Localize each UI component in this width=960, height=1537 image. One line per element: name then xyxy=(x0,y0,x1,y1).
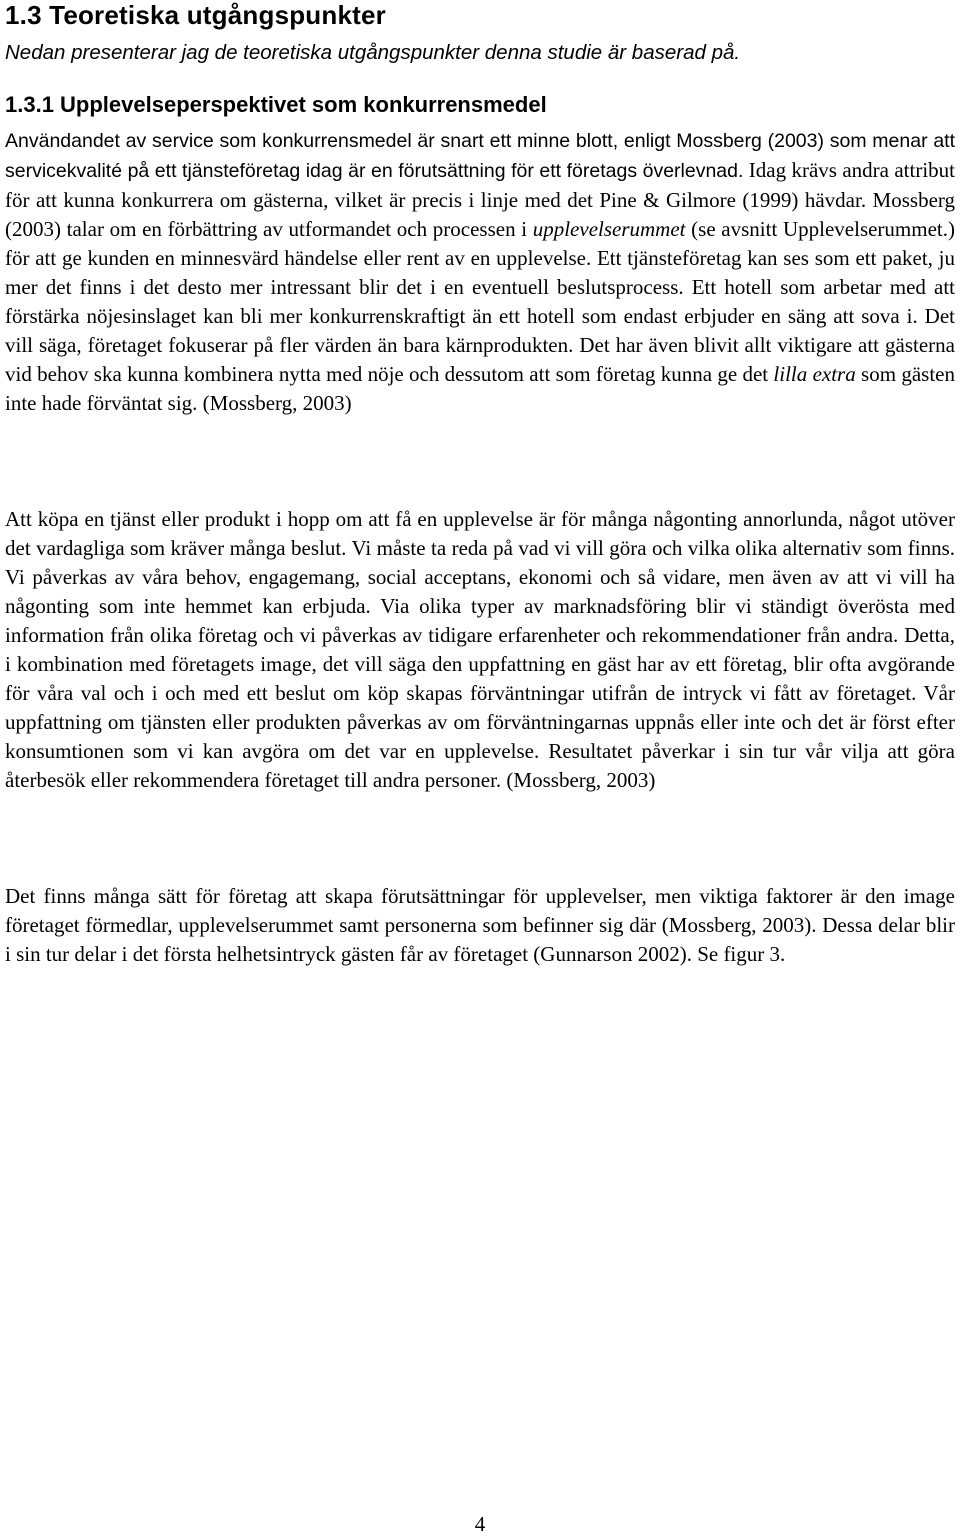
section-intro: Nedan presenterar jag de teoretiska utgångspunkter denna studie är baserad på. xyxy=(5,41,741,64)
paragraph-1-sentence-4-end: som gästen inte hade förväntat sig. (Mossberg, 2003) xyxy=(5,362,955,415)
paragraph-2: Att köpa en tjänst eller produkt i hopp om att få en upplevelse är för många någonting annorlunda, något utöver det vardagliga som kräver många beslut. Vi måste ta reda på vad vi vill göra och vilka olika alternativ som finns. Vi påverkas av våra behov, engagemang, social acceptans, ekonomi och så vidare, men även av att vi vill ha någonting som inte hemmet kan erbjuda. Via olika typer av marknadsföring blir vi ständigt överösta med information från olika företag och vi påverkas av tidigare erfarenheter och rekommendationer från andra. Detta, i kombination med företagets image, det vill säga den uppfattning en gäst har av ett företag, blir ofta avgörande för våra val och i och med ett beslut om köp skapas förväntningar utifrån de intryck vi fått av företaget. Vår uppfattning om tjänsten eller produkten påverkas av om förväntningarnas uppnås eller inte och det är först efter konsumtionen som vi kan avgöra om det var en upplevelse. Resultatet påverkar i sin tur vår vilja att göra återbesök eller rekommendera företaget till andra personer. (Mossberg, 2003) xyxy=(5,507,955,792)
paragraph-1-emphasis-upplevelserummet: upplevelserummet xyxy=(532,217,686,241)
paragraph-1-sentence-3: Mossberg (2003) talar om en förbättring av utformandet och processen i xyxy=(5,188,956,241)
page-number: 4 xyxy=(474,1512,486,1536)
paragraph-1-emphasis-lilla-extra: lilla extra xyxy=(773,362,856,386)
paragraph-1-sentence-3-end: (se avsnitt Upplevelserummet.) för att ge kunden en minnesvärd händelse eller rent av en upplevelse. xyxy=(5,217,955,270)
paragraph-1-lead: Användandet av service som konkurrensmedel är snart ett minne blott, enligt Mossberg (2003) som menar att servicekvalité på ett tjänsteföretag idag är en förutsättning för ett företags överlevnad. xyxy=(5,130,955,182)
paragraph-3: Det finns många sätt för företag att skapa förutsättningar för upplevelser, men viktiga faktorer är den image företaget förmedlar, upplevelserummet samt personerna som befinner sig där (Mossberg, 2003). Dessa delar blir i sin tur delar i det första helhetsintryck gästen får av företaget (Gunnarson 2002). Se figur 3. xyxy=(5,884,955,966)
paragraph-1-sentence-4: Ett tjänsteföretag kan ses som ett paket, ju mer det finns i det desto mer intressant blir det i en eventuell beslutsprocess. Ett hotell som arbetar med att förstärka nöjesinslaget kan bli mer konkurrenskraftigt än ett hotell som endast erbjuder en säng att sova i. Det vill säga, företaget fokuserar på fler värden än bara kärnprodukten. Det har även blivit allt viktigare att gästerna vid behov ska kunna kombinera nytta med nöje och dessutom att som företag kunna ge det xyxy=(5,246,955,386)
paragraph-1 xyxy=(5,126,955,418)
paragraph-1-sentence-2: Idag krävs andra attribut för att kunna konkurrera om gästerna, vilket är precis i linje med det Pine & Gilmore (1999) hävdar. xyxy=(5,158,955,212)
subsection-heading: 1.3.1 Upplevelseperspektivet som konkurrensmedel xyxy=(5,92,547,117)
section-heading: 1.3 Teoretiska utgångspunkter xyxy=(5,0,386,30)
